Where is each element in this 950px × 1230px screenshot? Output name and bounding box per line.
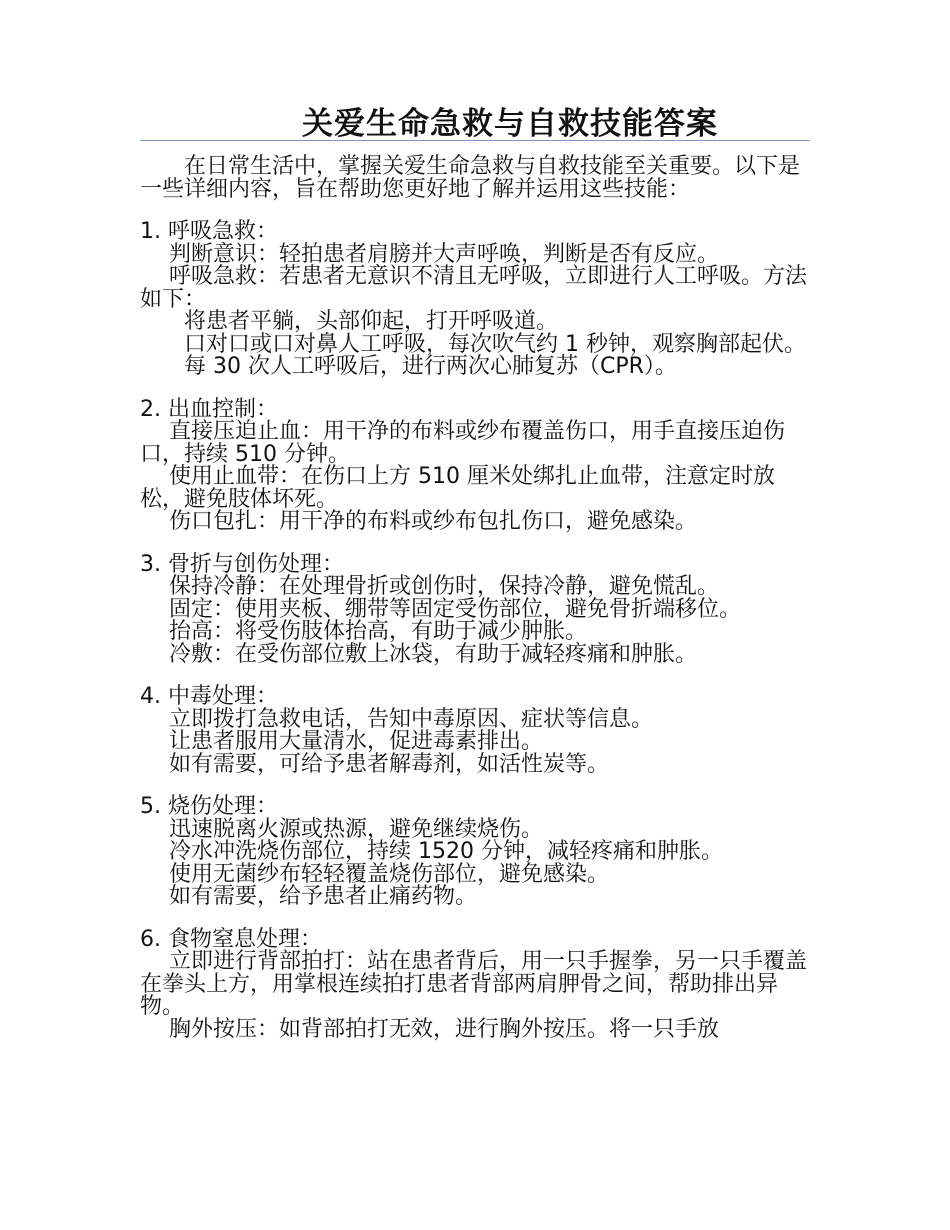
item-paragraph: 如有需要，给予患者止痛药物。 — [169, 884, 478, 909]
section-gap — [140, 776, 810, 796]
intro-paragraph: 在日常生活中，掌握关爱生命急救与自救技能至关重要。以下是一些详细内容，旨在帮助您更好地了解并运用这些技能： — [140, 154, 801, 202]
sub-item-paragraph: 将患者平躺，头部仰起，打开呼吸道。 — [184, 309, 559, 334]
section-heading: 1. 呼吸急救： — [140, 219, 278, 244]
section-gap — [140, 534, 810, 554]
document-title: 关爱生命急救与自救技能答案 — [302, 106, 718, 142]
item-paragraph: 保持冷静：在处理骨折或创伤时，保持冷静，避免慌乱。 — [169, 574, 720, 599]
document-body — [140, 156, 810, 1041]
sub-item-paragraph: 口对口或口对鼻人工呼吸，每次吹气约 1 秒钟，观察胸部起伏。 — [184, 331, 806, 357]
section-heading: 5. 烧伤处理： — [140, 794, 278, 819]
section-gap — [140, 201, 810, 221]
item-paragraph: 使用止血带：在伤口上方 510 厘米处绑扎止血带，注意定时放松，避免肢体坏死。 — [140, 464, 775, 512]
item-paragraph: 让患者服用大量清水，促进毒素排出。 — [169, 729, 544, 754]
item-paragraph: 迅速脱离火源或热源，避免继续烧伤。 — [169, 816, 544, 842]
item-paragraph: 呼吸急救：若患者无意识不清且无呼吸，立即进行人工呼吸。方法如下： — [140, 264, 808, 312]
item-paragraph: 抬高：将受伤肢体抬高，有助于减少肿胀。 — [169, 619, 588, 644]
section-gap — [140, 666, 810, 686]
item-paragraph: 冷水冲洗烧伤部位，持续 1520 分钟，减轻疼痛和肿胀。 — [169, 839, 723, 864]
item-paragraph: 伤口包扎：用干净的布料或纱布包扎伤口，避免感染。 — [169, 509, 698, 534]
section-gap — [140, 909, 810, 929]
section-heading: 6. 食物窒息处理： — [140, 926, 322, 952]
item-paragraph: 如有需要，可给予患者解毒剂，如活性炭等。 — [169, 751, 610, 777]
section-heading: 3. 骨折与创伤处理： — [140, 551, 344, 577]
item-paragraph: 冷敷：在受伤部位敷上冰袋，有助于减轻疼痛和肿胀。 — [169, 641, 698, 667]
section-heading: 4. 中毒处理： — [140, 684, 278, 709]
item-paragraph: 判断意识：轻拍患者肩膀并大声呼唤，判断是否有反应。 — [169, 241, 720, 267]
item-paragraph: 胸外按压：如背部拍打无效，进行胸外按压。将一只手放 — [169, 1016, 720, 1042]
item-paragraph: 使用无菌纱布轻轻覆盖烧伤部位，避免感染。 — [169, 861, 610, 887]
item-paragraph: 直接压迫止血：用干净的布料或纱布覆盖伤口，用手直接压迫伤口，持续 510 分钟。 — [140, 419, 786, 467]
item-paragraph: 立即进行背部拍打：站在患者背后，用一只手握拳，另一只手覆盖在拳头上方，用掌根连续拍打患者背部两肩胛骨之间，帮助排出异物。 — [140, 949, 808, 1019]
item-paragraph: 固定：使用夹板、绷带等固定受伤部位，避免骨折端移位。 — [169, 596, 742, 622]
section-gap — [140, 379, 810, 399]
sub-item-paragraph: 每 30 次人工呼吸后，进行两次心肺复苏（CPR）。 — [184, 354, 677, 379]
section-heading: 2. 出血控制： — [140, 396, 278, 422]
title-underline — [140, 140, 810, 141]
item-paragraph: 立即拨打急救电话，告知中毒原因、症状等信息。 — [169, 706, 654, 732]
